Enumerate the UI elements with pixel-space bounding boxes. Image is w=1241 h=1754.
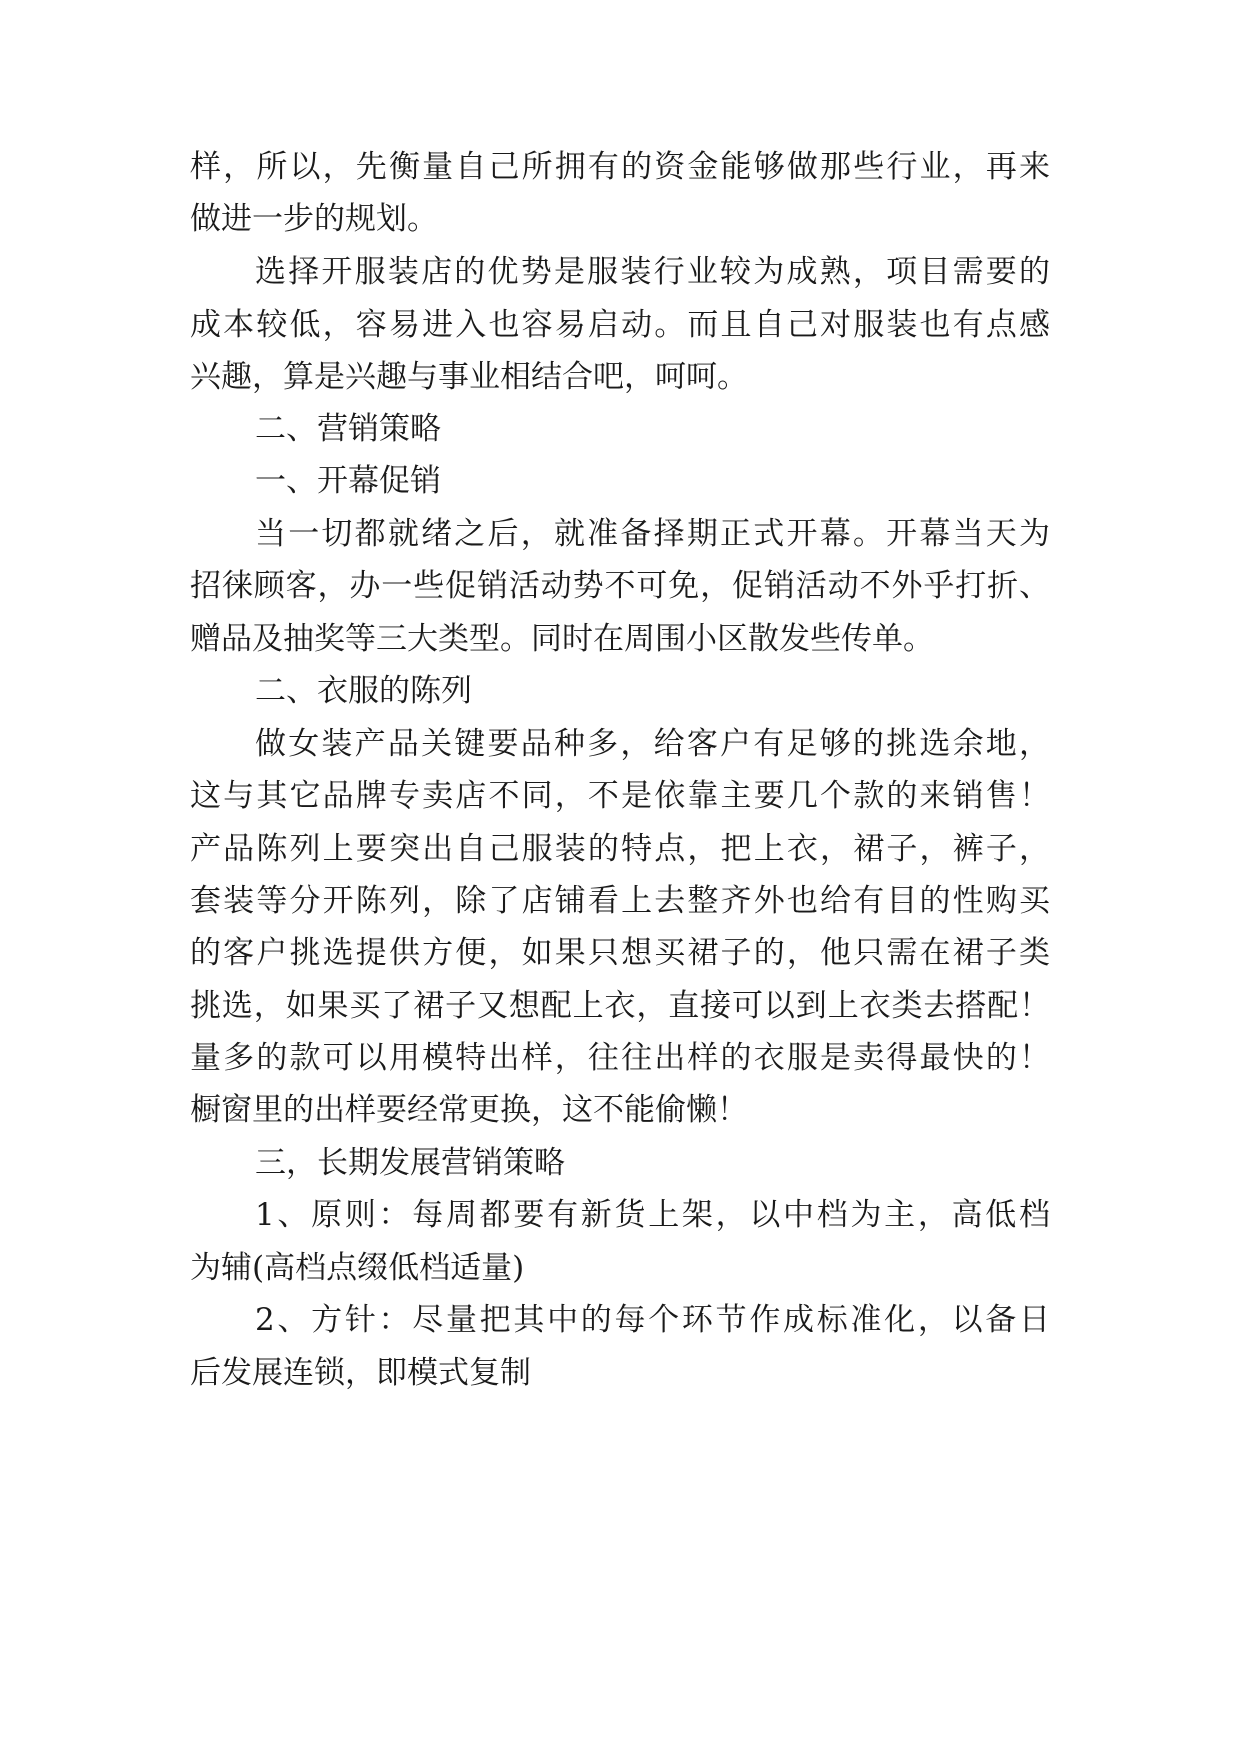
- text-line: 招徕顾客，办一些促销活动势不可免，促销活动不外乎打折、: [190, 568, 1050, 604]
- text-line: 为辅(高档点缀低档适量): [190, 1250, 525, 1286]
- text-line: 后发展连锁，即模式复制: [190, 1355, 531, 1391]
- text-line: 产品陈列上要突出自己服装的特点，把上衣，裙子，裤子，: [190, 831, 1050, 867]
- list-item-first-line: 2、方针：尽量把其中的每个环节作成标准化，以备日: [255, 1302, 1050, 1338]
- paragraph-first-line: 做女装产品关键要品种多，给客户有足够的挑选余地，: [255, 726, 1050, 762]
- paragraph-first-line: 当一切都就绪之后，就准备择期正式开幕。开幕当天为: [255, 516, 1050, 552]
- text-line: 挑选，如果买了裙子又想配上衣，直接可以到上衣类去搭配！: [190, 988, 1050, 1024]
- section-heading: 三，长期发展营销策略: [255, 1145, 565, 1181]
- text-line: 做进一步的规划。: [190, 201, 438, 237]
- paragraph-first-line: 选择开服装店的优势是服装行业较为成熟，项目需要的: [255, 254, 1050, 290]
- text-line: 套装等分开陈列，除了店铺看上去整齐外也给有目的性购买: [190, 883, 1050, 919]
- text-line: 橱窗里的出样要经常更换，这不能偷懒！: [190, 1092, 748, 1128]
- text-line: 样，所以，先衡量自己所拥有的资金能够做那些行业，再来: [190, 149, 1050, 185]
- text-line: 兴趣，算是兴趣与事业相结合吧，呵呵。: [190, 359, 748, 395]
- text-line: 成本较低，容易进入也容易启动。而且自己对服装也有点感: [190, 307, 1050, 343]
- text-line: 这与其它品牌专卖店不同，不是依靠主要几个款的来销售！: [190, 778, 1050, 814]
- text-line: 的客户挑选提供方便，如果只想买裙子的，他只需在裙子类: [190, 935, 1050, 971]
- text-line: 量多的款可以用模特出样，往往出样的衣服是卖得最快的！: [190, 1040, 1050, 1076]
- subsection-heading: 一、开幕促销: [255, 463, 441, 499]
- list-item-first-line: 1、原则：每周都要有新货上架，以中档为主，高低档: [255, 1197, 1050, 1233]
- subsection-heading: 二、衣服的陈列: [255, 673, 472, 709]
- text-line: 赠品及抽奖等三大类型。同时在周围小区散发些传单。: [190, 621, 934, 657]
- section-heading: 二、营销策略: [255, 411, 441, 447]
